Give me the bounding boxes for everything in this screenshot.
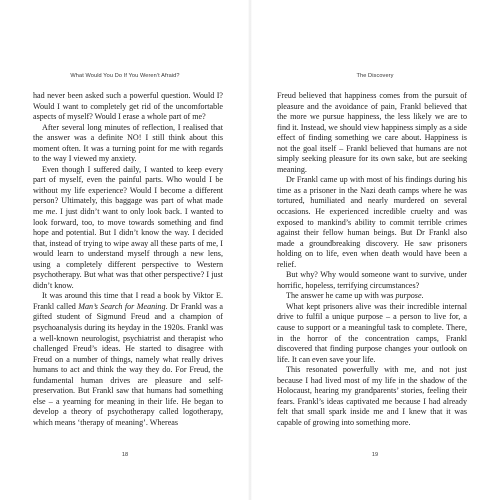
running-header: What Would You Do If You Weren’t Afraid? (70, 73, 180, 79)
paragraph: It was around this time that I read a book by Viktor E. Frankl called Man’s Search for Meaning. Dr Frankl was a gifted student of Sigmund Freud and a champion of psychoanalysis during its heyday in the 1920s. Frankl was a well-known neurologist, psychiatrist and therapist who challenged Freud’s ideas. He started to disagree with Freud on a number of things, namely what really drives humans to act and think the way they do. For Freud, the fundamental human drives are pleasure and self-preservation. But Frankl saw that humans had something else – a yearning for meaning in their life. He began to develop a theory of psychotherapy called logotherapy, which means ‘therapy of meaning’. Whereas (33, 291, 224, 427)
paragraph: had never been asked such a powerful question. Would I? Would I want to completely get rid of the uncomfortable aspects of myself? Would I erase a whole part of me? (33, 91, 223, 122)
page-number: 18 (121, 452, 129, 458)
paragraph: Dr Frankl came up with most of his findings during his time as a prisoner in the Nazi death camps where he was tortured, humiliated and nearly murdered on several occasions. He experienced incredible cruelty and was exposed to mankind’s ability to commit terrible crimes against their fellow human beings. But Dr Frankl also made a groundbreaking discovery. He saw prisoners holding on to life, even when death would have been a relief. (277, 175, 467, 269)
page-body (277, 91, 467, 429)
paragraph: The answer he came up with was purpose. (286, 291, 424, 301)
running-header: The Discovery (356, 73, 394, 79)
paragraph: Even though I suffered daily, I wanted to keep every part of myself, even the painful parts. Who would I be without my life experience? Would I become a different person? Ultimately, this baggage was part of what made me me. I just didn’t want to only look back. I wanted to look forward, too, to move towards something and find hope and potential. But I didn’t know the way. I decided that, instead of trying to wipe away all these parts of me, I would learn to understand myself through a new lens, using a completely different perspective to Western psychotherapy. But what was that other perspective? I just didn’t know. (33, 164, 223, 290)
paragraph: What kept prisoners alive was their incredible internal drive to fulfil a unique purpose – a person to live for, a cause to support or a meaningful task to complete. There, in the horror of the concentration camps, Frankl discovered that finding purpose changes your outlook on life. It can even save your life. (277, 301, 467, 364)
paragraph: After several long minutes of reflection, I realised that the answer was a definite NO! I still think about this moment often. It was a turning point for me with regards to the way I viewed my anxiety. (33, 122, 223, 164)
right-page (250, 0, 500, 500)
paragraph: But why? Why would someone want to survive, under horrific, hopeless, terrifying circumstances? (277, 270, 467, 290)
page-body (33, 91, 223, 429)
paragraph: Freud believed that happiness comes from the pursuit of pleasure and the avoidance of pain, Frankl believed that the more we pursue happiness, the less likely we are to find it. Instead, we should view happiness simply as a side effect of finding something we care about. Happiness is not the goal itself – Frankl believed that humans are not simply seeking pleasure for its own sake, but are seeking meaning. (277, 91, 467, 174)
paragraph: This resonated powerfully with me, and not just because I had lived most of my life in the shadow of the Holocaust, hearing my grandparents’ stories, feeling their fears. Frankl’s ideas captivated me because I had already felt that small spark inside me and I knew that it was capable of growing into something more. (277, 365, 467, 427)
page-number: 19 (371, 452, 379, 458)
